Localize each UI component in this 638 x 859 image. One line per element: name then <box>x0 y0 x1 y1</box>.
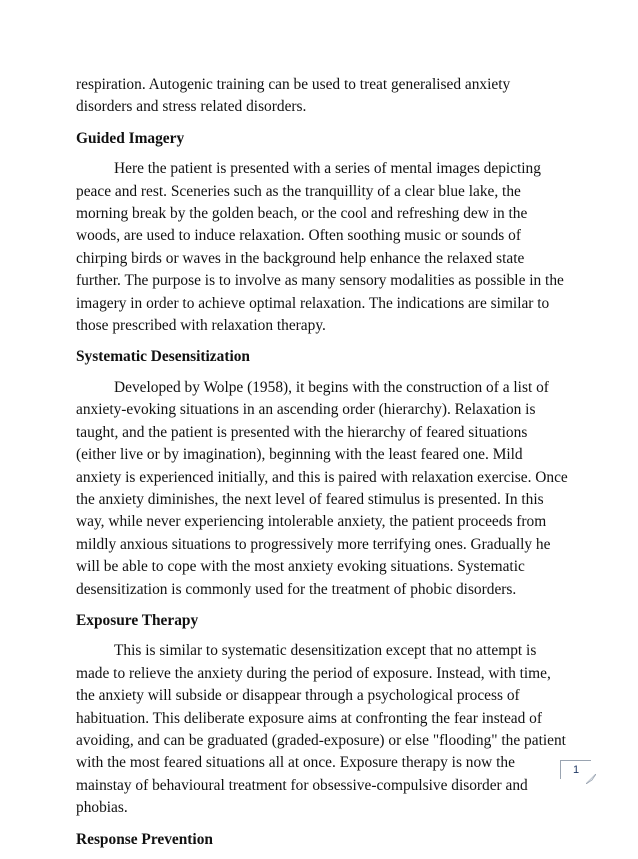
page-number: 1 <box>572 764 580 776</box>
section-body-exposure-therapy: This is similar to systematic desensitization except that no attempt is made to relieve the anxiety during the period of exposure. Instead, with time, the anxiety will subside or disappear through a psychological process of habituation. This deliberate exposure aims at confronting the fear instead of avoiding, and can be graduated (graded-exposure) or else "flooding" the patient with the most feared situations all at once. Exposure therapy is now the mainstay of behavioural treatment for obsessive-compulsive disorder and phobias. <box>76 642 566 817</box>
section-body-systematic-desensitization: Developed by Wolpe (1958), it begins with the construction of a list of anxiety-evoking situations in an ascending order (hierarchy). Relaxation is taught, and the patient is presented with the hierarchy of feared situations (either live or by imagination), beginning with the least feared one. Mild anxiety is experienced initially, and this is paired with relaxation exercise. Once the anxiety diminishes, the next level of feared stimulus is presented. In this way, while never experiencing intolerable anxiety, the patient proceeds from mildly anxious situations to progressively more terrifying ones. Gradually he will be able to cope with the most anxiety evoking situations. Systematic desensitization is commonly used for the treatment of phobic disorders. <box>76 378 568 598</box>
section-heading-systematic-desensitization: Systematic Desensitization <box>76 348 250 366</box>
document-body <box>76 74 568 859</box>
section-heading-guided-imagery: Guided Imagery <box>76 129 185 147</box>
section-heading-exposure-therapy: Exposure Therapy <box>76 611 199 629</box>
page-curl-icon <box>586 774 596 784</box>
section-heading-response-prevention: Response Prevention <box>76 830 213 848</box>
intro-paragraph: respiration. Autogenic training can be used to treat generalised anxiety disorders and stress related disorders. <box>76 76 511 116</box>
page-number-badge <box>560 760 591 779</box>
section-body-guided-imagery: Here the patient is presented with a series of mental images depicting peace and rest. Sceneries such as the tranquillity of a clear blue lake, the morning break by the golden beach, or the cool and refreshing dew in the woods, are used to induce relaxation. Often soothing music or sounds of chirping birds or waves in the background help enhance the relaxed state further. The purpose is to involve as many sensory modalities as possible in the imagery in order to achieve optimal relaxation. The indications are similar to those prescribed with relaxation therapy. <box>76 160 564 335</box>
